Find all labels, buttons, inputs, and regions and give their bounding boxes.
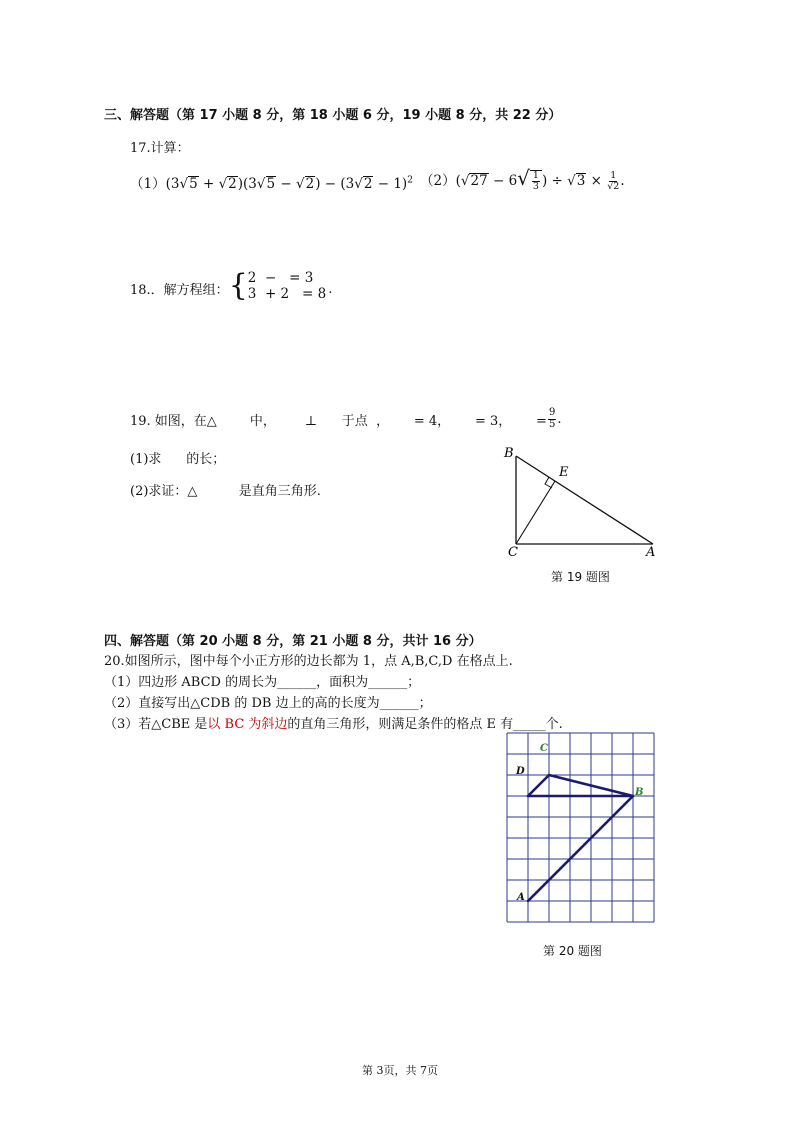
q18-label: 18.．解方程组： — [130, 282, 229, 298]
label-A: A — [517, 892, 525, 903]
page-footer: 第 3页，共 7页 — [362, 1064, 438, 1077]
label-E: E — [559, 465, 569, 480]
q20-part3-a: （3）若△CBE 是 — [104, 717, 208, 732]
label-B: B — [635, 787, 644, 798]
section-3-heading: 三、解答题（第 17 小题 8 分，第 18 小题 6 分，19 小题 8 分，共 22 分） — [104, 108, 562, 123]
q17-part2-label: （2） — [420, 173, 456, 189]
q20-part1: （1）四边形 ABCD 的周长为______，面积为______； — [104, 675, 421, 690]
segment-CD — [528, 775, 549, 796]
figure-20 — [490, 725, 670, 935]
q17-part1: $(1)(3√5 + √2)(3√5 - √2) - (3√2 - 1)^2$ — [130, 175, 413, 192]
q18-eq2: 3 + 2 = 8 — [247, 286, 327, 302]
grid — [507, 733, 654, 922]
q18-end: . — [328, 281, 333, 297]
label-C: C — [508, 545, 518, 560]
q19-stem-text: 19. 如图，在△ 中， ⊥ 于点 ， = 4， = 3， = — [130, 413, 547, 429]
q17-label: 17.计算： — [130, 141, 190, 156]
label-A: A — [646, 545, 656, 560]
segment-CE — [516, 481, 555, 544]
q19-frac-den: 5 — [548, 418, 556, 430]
figure-19-caption: 第 19 题图 — [551, 570, 610, 584]
figure-20-caption: 第 20 题图 — [543, 944, 602, 958]
q19-end: . — [557, 411, 562, 427]
q19-part2: (2)求证：△ 是直角三角形. — [130, 484, 321, 499]
label-B: B — [504, 446, 514, 461]
q19-fraction — [548, 408, 556, 430]
q20-part2: （2）直接写出△CDB 的 DB 边上的高的长度为______； — [104, 696, 432, 711]
q19-frac-num: 9 — [548, 407, 556, 418]
label-D: D — [516, 766, 525, 777]
q19-stem — [130, 408, 561, 430]
brace: { — [228, 268, 248, 303]
q20-part3-b: 的直角三角形，则满足条件的格点 E 有_____个. — [287, 717, 563, 732]
label-C: C — [540, 743, 548, 754]
segment-BA — [528, 796, 633, 901]
q20-stem: 20.如图所示，图中每个小正方形的边长都为 1，点 A,B,C,D 在格点上. — [104, 654, 513, 669]
q17-part1-label: （1） — [130, 176, 166, 192]
q20-part3-highlight: 以 BC 为斜边 — [207, 717, 288, 732]
q17-part2: （2）(√27 − 6√ $\frac{1}{3}$ ) ÷ √3 × $\frac{1}{√2}$ . — [420, 166, 625, 192]
q18-eq1: 2 − = 3 — [247, 270, 314, 286]
equation-system — [248, 270, 326, 302]
section-4-heading: 四、解答题（第 20 小题 8 分，第 21 小题 8 分，共计 16 分） — [104, 634, 482, 649]
segment-BA — [516, 456, 653, 544]
q19-part1: (1)求 的长； — [130, 452, 226, 467]
q18 — [130, 270, 332, 302]
